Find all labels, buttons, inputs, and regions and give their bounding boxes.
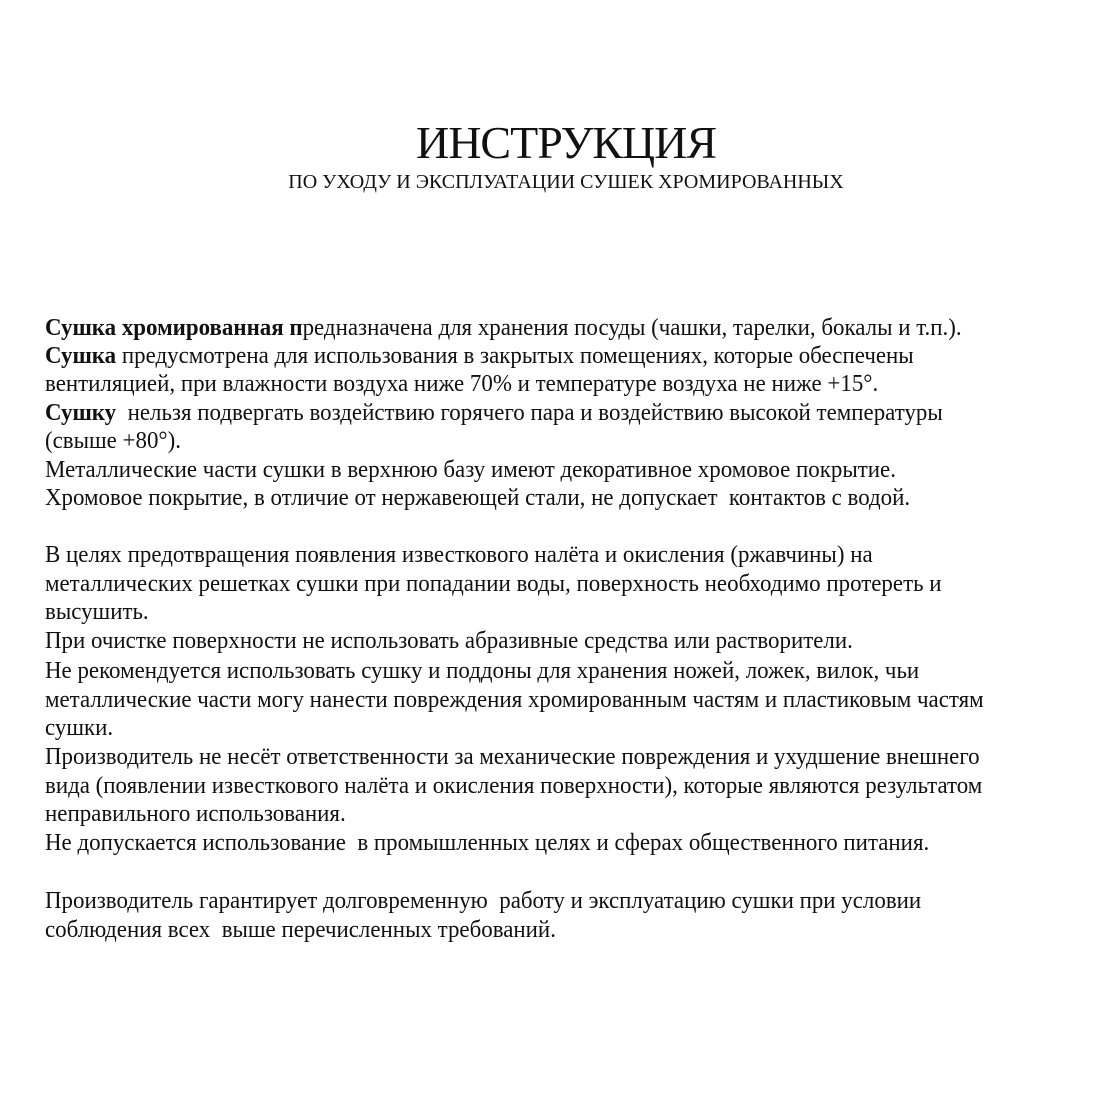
line-text: (свыше +80°). (45, 428, 181, 454)
text-line (45, 541, 873, 569)
line-text: предусмотрена для использования в закрытых помещениях, которые обеспечены (116, 343, 914, 369)
line-text: Производитель гарантирует долговременную работу и эксплуатацию сушки при условии (45, 888, 922, 914)
line-text: Металлические части сушки в верхнюю базу имеют декоративное хромовое покрытие. (45, 457, 896, 483)
line-text: редназначена для хранения посуды (чашки, тарелки, бокалы и т.п.). (302, 315, 962, 341)
bold-text: Сушка хромированная п (45, 315, 303, 341)
text-line (45, 598, 149, 626)
text-line (45, 342, 914, 370)
text-line (45, 484, 910, 512)
text-line (45, 887, 921, 915)
line-text: металлические части могу нанести повреждения хромированным частям и пластиковым частям (45, 687, 984, 713)
line-text: вентиляцией, при влажности воздуха ниже 70% и температуре воздуха не ниже +15°. (45, 371, 879, 397)
bold-text: Сушку (45, 400, 117, 426)
line-text: высушить. (45, 599, 149, 625)
document-title: ИНСТРУКЦИЯ (415, 117, 717, 168)
text-line (45, 743, 980, 771)
text-line (45, 657, 919, 685)
line-text: В целях предотвращения появления известкового налёта и окисления (ржавчины) на (45, 542, 873, 568)
document-subtitle: ПО УХОДУ И ЭКСПЛУАТАЦИИ СУШЕК ХРОМИРОВАННЫХ (288, 171, 844, 193)
text-line (45, 916, 556, 944)
line-text: вида (появлении известкового налёта и окисления поверхности), которые являются результатом (45, 773, 983, 799)
bold-text: Сушка (45, 343, 117, 369)
line-text: нельзя подвергать воздействию горячего пара и воздействию высокой температуры (116, 400, 943, 426)
text-line (45, 829, 929, 857)
line-text: металлических решетках сушки при попадании воды, поверхность необходимо протереть и (45, 571, 942, 597)
text-line (45, 370, 878, 398)
text-line (45, 686, 984, 714)
text-line (45, 714, 113, 742)
text-line (45, 314, 962, 342)
line-text: неправильного использования. (45, 801, 346, 827)
text-line (45, 772, 982, 800)
text-line (45, 427, 181, 455)
line-text: Не рекомендуется использовать сушку и поддоны для хранения ножей, ложек, вилок, чьи (45, 658, 920, 684)
text-line (45, 627, 853, 655)
text-line (45, 399, 943, 427)
line-text: соблюдения всех выше перечисленных требований. (45, 917, 556, 943)
text-line (45, 800, 346, 828)
line-text: Хромовое покрытие, в отличие от нержавеющей стали, не допускает контактов с водой. (45, 485, 911, 511)
line-text: Производитель не несёт ответственности за механические повреждения и ухудшение внешнего (45, 744, 980, 770)
text-line (45, 456, 896, 484)
text-line (45, 570, 942, 598)
line-text: сушки. (45, 715, 114, 741)
line-text: Не допускается использование в промышленных целях и сферах общественного питания. (45, 830, 930, 856)
line-text: При очистке поверхности не использовать абразивные средства или растворители. (45, 628, 853, 654)
